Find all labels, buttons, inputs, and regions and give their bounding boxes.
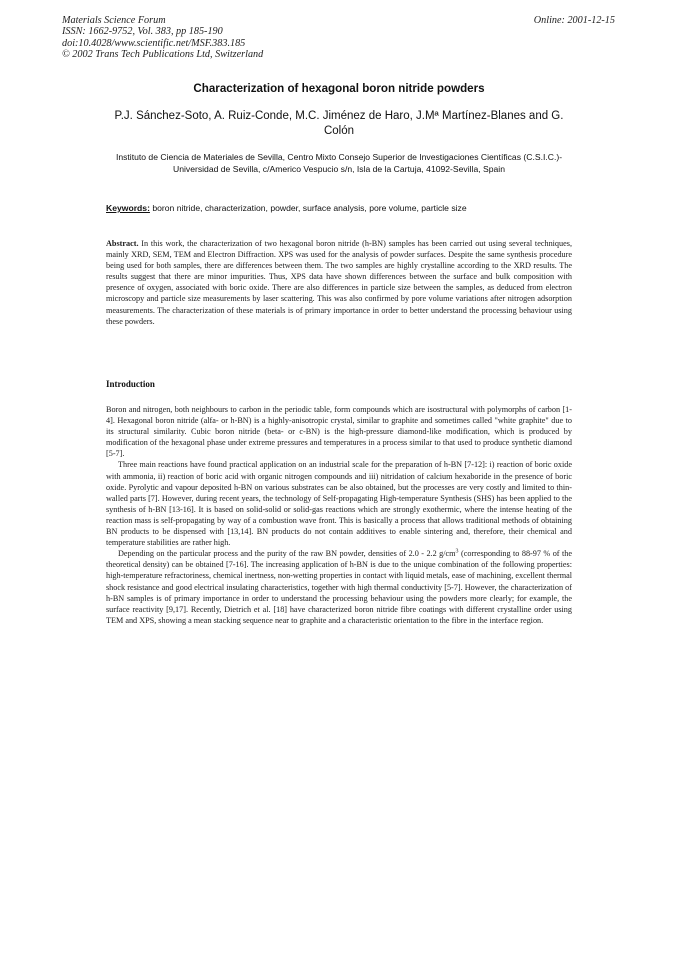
introduction-body [106,404,572,626]
abstract-text: In this work, the characterization of two hexagonal boron nitride (h-BN) samples has been carried out using several techniques, mainly XRD, SEM, TEM and Electron Diffraction. XPS was used for the analysis of powder surfaces. Despite the same synthesis procedure being used for both samples, there are differences between them. The two samples are highly crystalline according to the XRD results. The results suggest that there are minor impurities. Thus, XPS data have shown differences between the surface and bulk composition with presence of oxygen, associated with boric oxide. There are also differences in particle size between the samples, as deduced from electron microscopy and particle size measurements by laser scattering. This was also confirmed by pore volume variations after nitrogen adsorption measurements. The characterization of these materials is of primary importance in order to better understand the processing behaviour using these powders. [106,239,572,326]
abstract [106,238,572,327]
paragraph-text: (corresponding to 88-97 % of the theoretical density) can be obtained [7-16]. The increasing application of h-BN is due to the unique combination of the following properties: high-temperature refractoriness, chemical inertness, non-wetting properties in contact with liquid metals, ease of machining, excellent thermal shock resistance and good electrical insulating characteristics, together with high thermal conductivity [5-7]. However, the characterization of h-BN samples is of primary importance in order to understand the processing behaviour using the powders more clearly; for example, the surface reactivity [9,17]. Recently, Dietrich et al. [18] have characterized boron nitride fibre coatings with different crystalline order using TEM and XPS, showing a mean stacking sequence near to graphite and a characteristic orientation to the fibre in the interface region. [106,549,572,625]
paragraph: Boron and nitrogen, both neighbours to carbon in the periodic table, form compounds which are isostructural with polymorphs of carbon [1-4]. Hexagonal boron nitride (alfa- or h-BN) is a highly-anisotropic crystal, similar to graphite and sometimes called "white graphite" due to its structural similarity. Cubic boron nitride (beta- or c-BN) is the high-pressure diamond-like modification, which is produced by modification of the hexagonal phase under extreme pressures and temperatures in a process similar to that used to produce synthetic diamond [5-7]. [106,405,572,459]
issn-line: ISSN: 1662-9752, Vol. 383, pp 185-190 [62,26,223,38]
online-date: Online: 2001-12-15 [533,15,615,26]
paragraph-text: Depending on the particular process and the purity of the raw BN powder, densities of 2.0 - 2.2 g/cm [118,549,456,559]
keywords [106,203,586,214]
doi-line: doi:10.4028/www.scientific.net/MSF.383.185 [62,37,246,49]
keywords-label: Keywords: [106,203,150,213]
introduction-heading: Introduction [106,379,155,389]
affiliation: Instituto de Ciencia de Materiales de Sevilla, Centro Mixto Consejo Superior de Investigaciones Científicas (C.S.I.C.)-Universidad de Sevilla, c/Americo Vespucio s/n, Isla de la Cartuja, 41092-Sevilla, Spain [115,152,563,174]
paragraph: Three main reactions have found practical application on an industrial scale for the preparation of h-BN [7-12]: i) reaction of boric oxide with ammonia, ii) reaction of boric acid with organic nitrogen compounds and iii) nitridation of calcium hexaboride in the presence of boric oxide. Pyrolytic and vapour deposited h-BN on various substrates can be also obtained, but the processes are very costly and limited to thin-walled parts [7]. However, during recent years, the technology of Self-propagating High-temperature Synthesis (SHS) has been applied to the synthesis of h-BN [13-16]. It is based on solid-solid or solid-gas reactions which are strongly exothermic, where the intense heating of the reaction mass is self-propagating by way of a combustion wave front. This is basically a process that allows traditional methods of obtaining BN products to be dispensed with [13,14]. BN products do not contain additives to enable sintering and, therefore, their chemical and temperature stabilities are rather high. [106,460,572,548]
copyright-line: © 2002 Trans Tech Publications Ltd, Switzerland [62,49,264,61]
paper-title: Characterization of hexagonal boron nitride powders [193,82,485,95]
journal-info [62,15,263,61]
authors: P.J. Sánchez-Soto, A. Ruiz-Conde, M.C. Jiménez de Haro, J.Mª Martínez-Blanes and G. Colón [114,110,564,137]
journal-name: Materials Science Forum [62,15,166,26]
abstract-label: Abstract. [106,239,139,248]
keywords-text: boron nitride, characterization, powder, surface analysis, pore volume, particle size [149,203,467,213]
paragraph [106,548,572,626]
superscript: 3 [455,548,459,555]
